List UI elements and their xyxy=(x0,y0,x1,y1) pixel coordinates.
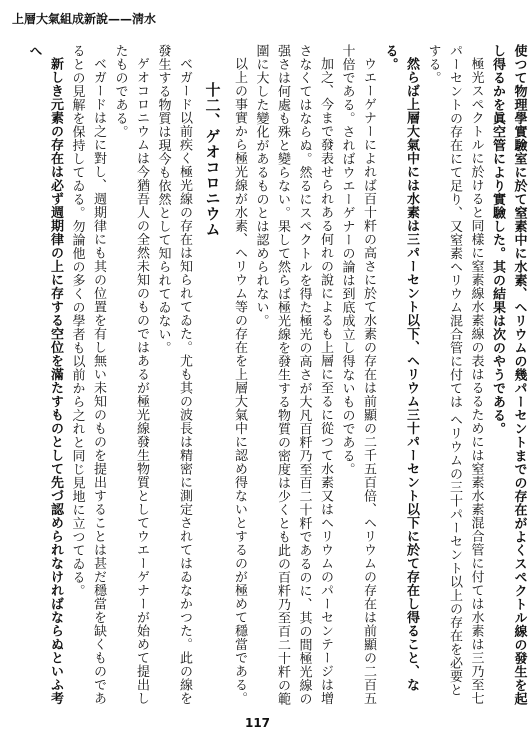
paragraph-continuation: 使つて物理學實驗室に於て窒素中に水素、ヘリウムの幾パーセントまでの存在がよくスペクトル線の發生を起し得るかを眞空管により實驗した。其の結果は次のやうである。 xyxy=(490,44,527,706)
section-heading: 十二、ゲオコロニウム xyxy=(203,81,222,237)
paragraph-aurora-line: ベガード以前疾く極光線の存在は知られてゐた。尤も其の波長は精密に測定されてはゐなかつた。此の線を發生する物質は現今も依然として知られてゐない。 xyxy=(155,44,192,705)
paragraph-geocoronium: ゲオコロニウムは今猶吾人の全然未知のものではあるが極光線發生物質としてウエーゲナーが始めて提出したものである。 xyxy=(112,44,149,705)
paragraph-wegener-refuted: ウエーゲナーによれば百十粁の高さに於て水素の存在は前顯の二千五百倍、ヘリウムの存在は前顯の二百五十倍である。さればウエーゲナーの論は到底成立し得ないものである。 xyxy=(339,44,376,705)
text-area xyxy=(23,44,527,709)
paragraph-summary: 以上の事實から極光線が水素、ヘリウム等の存在を上層大氣中に認め得ないとするのが極めて穩當である。 xyxy=(232,57,247,705)
paragraph-conclusion-hydrogen-helium: 然らば上層大氣中には水素は三パーセント以下、ヘリウム三十パーセント以下に於て存在し得ること、なる。 xyxy=(382,44,419,692)
page-number: 117 xyxy=(244,716,271,730)
paragraph-new-element: 新しき元素の存在は必ず週期律の上に存する空位を滿たすものとして先づ認められなければならぬといふ考へ xyxy=(26,44,63,705)
paragraph-spectral-lines: 極光スペクトルに於けると同樣に窒素線水素線の表はるるためには窒素水素混合管に付ては水素は三乃至七パーセントの存在にて足り、又窒素ヘリウム混合管に付ては ヘリウムの三十パーセント以上の存在を必要とする。 xyxy=(425,44,484,705)
page-body xyxy=(23,44,530,709)
running-header: 上層大氣組成新說——淸水 xyxy=(12,12,157,26)
paragraph-vegard-view: ベガードは之に對し、週期律にも其の位置を有し無い未知のものを提出することは甚だ穩當を缺くものであるとの見解を保持してゐる。勿論他の多くの學者も以前から之れと同じ見地に立つてゐる。 xyxy=(69,44,106,705)
paragraph-percentage-argument: 加之、今まで發表せられある何れの說によるも上層に至るに從つて水素又はヘリウムのパーセンテージは增さなくてはならぬ。然るにスペクトルを得た極光の高さが大凡百粁乃至百二十粁であるのに、其の間極光線の强さは何處も殊と變らない。果して然らば極光線を發生する物質の密度は少くとも此の百粁乃至百二十粁の範圍に大した變化があるものとは認められない。 xyxy=(253,44,333,706)
